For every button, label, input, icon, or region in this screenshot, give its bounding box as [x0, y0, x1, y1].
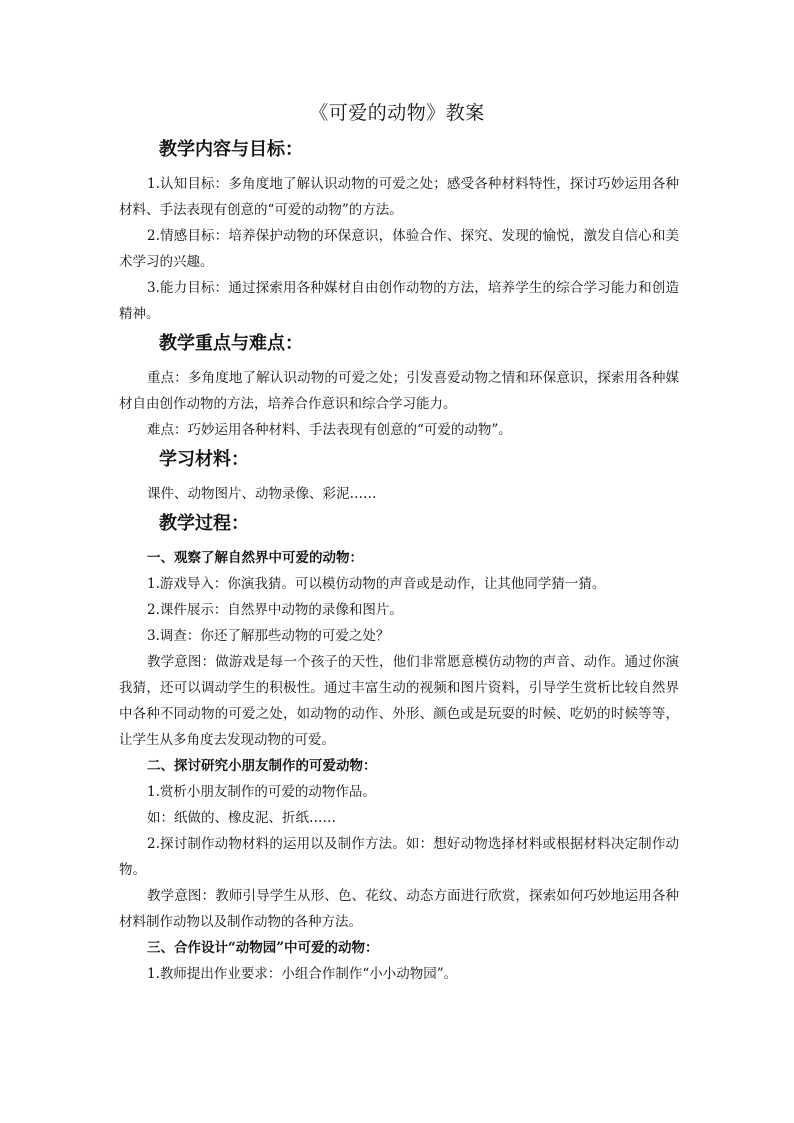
process-part3-item-1: 1.教师提出作业要求：小组合作制作“小小动物园”。: [147, 966, 458, 982]
process-part2-item-2: 如：纸做的、橡皮泥、折纸……: [147, 810, 336, 826]
materials-item-1: 课件、动物图片、动物录像、彩泥……: [147, 486, 377, 502]
process-part2-heading: 二、探讨研究小朋友制作的可爱动物：: [147, 758, 377, 774]
process-part2-item-1: 1.赏析小朋友制作的可爱的动物作品。: [147, 784, 376, 800]
process-part1-intent: 教学意图：做游戏是每一个孩子的天性，他们非常愿意模仿动物的声音、动作。通过你演我猜，还可以调动学生的积极性。通过丰富生动的视频和图片资料，引导学生赏析比较自然界中各种不同动物的可爱之处，如动物的动作、外形、颜色或是玩耍的时候、吃奶的时候等等，让学生从多角度去发现动物的可爱。: [119, 654, 679, 748]
process-part2-item-3: 2.探讨制作动物材料的运用以及制作方法。如：想好动物选择材料或根据材料决定制作动物。: [119, 836, 679, 878]
keypoint-item-2: 难点：巧妙运用各种材料、手法表现有创意的“可爱的动物”。: [147, 422, 512, 438]
process-part3-heading: 三、合作设计“动物园”中可爱的动物：: [147, 940, 379, 956]
keypoint-item-1: 重点：多角度地了解认识动物的可爱之处；引发喜爱动物之情和环保意识，探索用各种媒材自由创作动物的方法，培养合作意识和综合学习能力。: [119, 370, 679, 412]
section-heading-goals: 教学内容与目标：: [159, 139, 303, 160]
goal-item-2: 2.情感目标：培养保护动物的环保意识，体验合作、探究、发现的愉悦，激发自信心和美术学习的兴趣。: [119, 228, 679, 270]
process-part1-item-2: 2.课件展示：自然界中动物的录像和图片。: [147, 602, 403, 618]
document-body: [119, 137, 679, 987]
process-part1-heading: 一、观察了解自然界中可爱的动物：: [147, 550, 363, 566]
section-heading-materials: 学习材料：: [159, 449, 249, 470]
document-title: 《可爱的动物》教案: [309, 102, 485, 124]
section-heading-keypoints: 教学重点与难点：: [159, 333, 303, 354]
section-heading-process: 教学过程：: [159, 513, 249, 534]
process-part1-item-3: 3.调查：你还了解那些动物的可爱之处？: [147, 628, 390, 644]
process-part1-item-1: 1.游戏导入：你演我猜。可以模仿动物的声音或是动作，让其他同学猜一猜。: [147, 576, 606, 592]
goal-item-3: 3.能力目标：通过探索用各种媒材自由创作动物的方法，培养学生的综合学习能力和创造精神。: [119, 280, 679, 322]
process-part2-intent: 教学意图：教师引导学生从形、色、花纹、动态方面进行欣赏，探索如何巧妙地运用各种材料制作动物以及制作动物的各种方法。: [119, 888, 679, 930]
goal-item-1: 1.认知目标：多角度地了解认识动物的可爱之处；感受各种材料特性，探讨巧妙运用各种材料、手法表现有创意的“可爱的动物”的方法。: [119, 176, 679, 218]
